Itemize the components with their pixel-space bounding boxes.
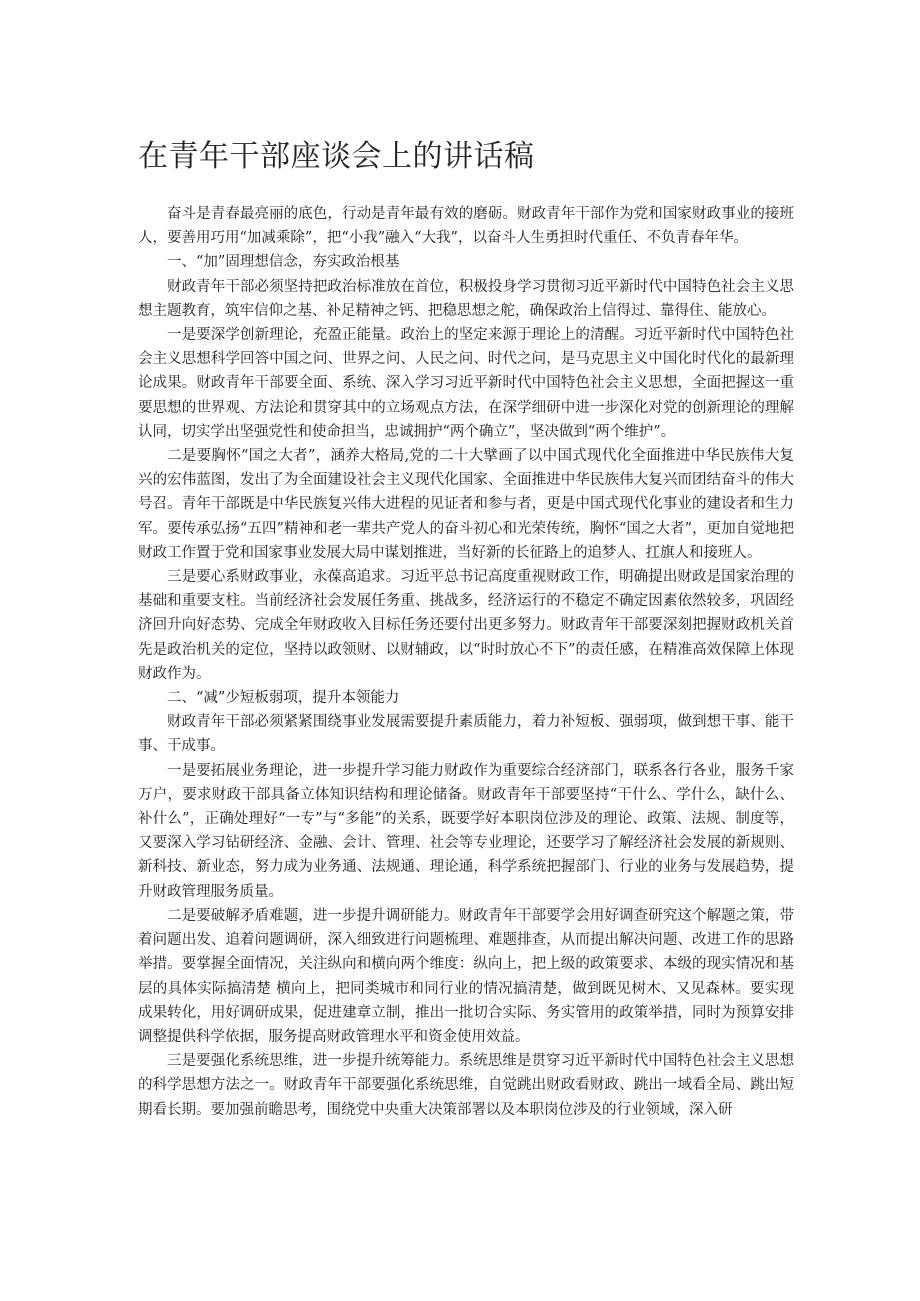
document-page [138, 132, 794, 1122]
paragraph: 三是要强化系统思维，进一步提升统筹能力。系统思维是贯穿习近平新时代中国特色社会主义思想的科学思想方法之一。财政青年干部要强化系统思维，自觉跳出财政看财政、跳出一域看全局、跳出短期看长期。要加强前瞻思考，围绕党中央重大决策部署以及本职岗位涉及的行业领域，深入研 [138, 1053, 794, 1118]
paragraph: 奋斗是青春最亮丽的底色，行动是青年最有效的磨砺。财政青年干部作为党和国家财政事业的接班人，要善用巧用“加减乘除”，把“小我”融入“大我”，以奋斗人生勇担时代重任、不负青春年华。 [138, 206, 794, 247]
paragraph: 二是要胸怀“国之大者”，涵养大格局,党的二十大擘画了以中国式现代化全面推进中华民族伟大复兴的宏伟蓝图，发出了为全面建设社会主义现代化国家、全面推进中华民族伟大复兴而团结奋斗的伟大号召。青年干部既是中华民族复兴伟大进程的见证者和参与者，更是中国式现代化事业的建设者和生力军。要传承弘扬“五四”精神和老一辈共产党人的奋斗初心和光荣传统，胸怀“国之大者”，更加自觉地把财政工作置于党和国家事业发展大局中谋划推进，当好新的长征路上的追梦人、扛旗人和接班人。 [138, 448, 794, 561]
paragraph: 二是要破解矛盾难题，进一步提升调研能力。财政青年干部要学会用好调查研究这个解题之策，带着问题出发、追着问题调研，深入细致进行问题梳理、难题排查，从而提出解决问题、改进工作的思路举措。要掌握全面情况，关注纵向和横向两个维度：纵向上，把上级的政策要求、本级的现实情况和基层的具体实际搞清楚 横向上，把同类城市和同行业的情况搞清楚，做到既见树木、又见森林。要实现成果转化，用好调研成果，促进建章立制，推出一批切合实际、务实管用的政策举措，同时为预算安排调整提供科学依据，服务提高财政管理水平和资金使用效益。 [138, 907, 794, 1045]
section-heading: 一、“加”固理想信念，夯实政治根基 [167, 254, 400, 271]
paragraph: 三是要心系财政事业，永葆高追求。习近平总书记高度重视财政工作，明确提出财政是国家治理的基础和重要支柱。当前经济社会发展任务重、挑战多，经济运行的不稳定不确定因素依然较多，巩固经济回升向好态势、完成全年财政收入目标任务还要付出更多努力。财政青年干部要深刻把握财政机关首先是政治机关的定位，坚持以政领财、以财辅政，以“时时放心不下”的责任感，在精准高效保障上体现财政作为。 [138, 569, 794, 682]
paragraph: 财政青年干部必须坚持把政治标准放在首位，积极投身学习贯彻习近平新时代中国特色社会主义思想主题教育，筑牢信仰之基、补足精神之钙、把稳思想之舵，确保政治上信得过、靠得住、能放心。 [138, 278, 794, 319]
section-heading: 二、“减”少短板弱项，提升本领能力 [167, 690, 400, 707]
paragraph: 一是要深学创新理论，充盈正能量。政治上的坚定来源于理论上的清醒。习近平新时代中国特色社会主义思想科学回答中国之问、世界之问、人民之问、时代之问，是马克思主义中国化时代化的最新理论成果。财政青年干部要全面、系统、深入学习习近平新时代中国特色社会主义思想，全面把握这一重要思想的世界观、方法论和贯穿其中的立场观点方法，在深学细研中进一步深化对党的创新理论的理解认同，切实学出坚强党性和使命担当，忠诚拥护“两个确立”，坚决做到“两个维护”。 [138, 327, 794, 440]
paragraph: 一是要拓展业务理论，进一步提升学习能力财政作为重要综合经济部门，联系各行各业，服务千家万户，要求财政干部具备立体知识结构和理论储备。财政青年干部要坚持“干什么、学什么，缺什么、补什么”，正确处理好“一专”与“多能”的关系，既要学好本职岗位涉及的理论、政策、法规、制度等，又要深入学习钻研经济、金融、会计、管理、社会等专业理论，还要学习了解经济社会发展的新规则、新科技、新业态，努力成为业务通、法规通、理论通，科学系统把握部门、行业的业务与发展趋势，提升财政管理服务质量。 [138, 762, 794, 900]
paragraph: 财政青年干部必须紧紧围绕事业发展需要提升素质能力，着力补短板、强弱项，做到想干事、能干事、干成事。 [138, 714, 794, 755]
document-body [138, 202, 794, 1122]
document-title: 在青年干部座谈会上的讲话稿 [138, 139, 535, 174]
